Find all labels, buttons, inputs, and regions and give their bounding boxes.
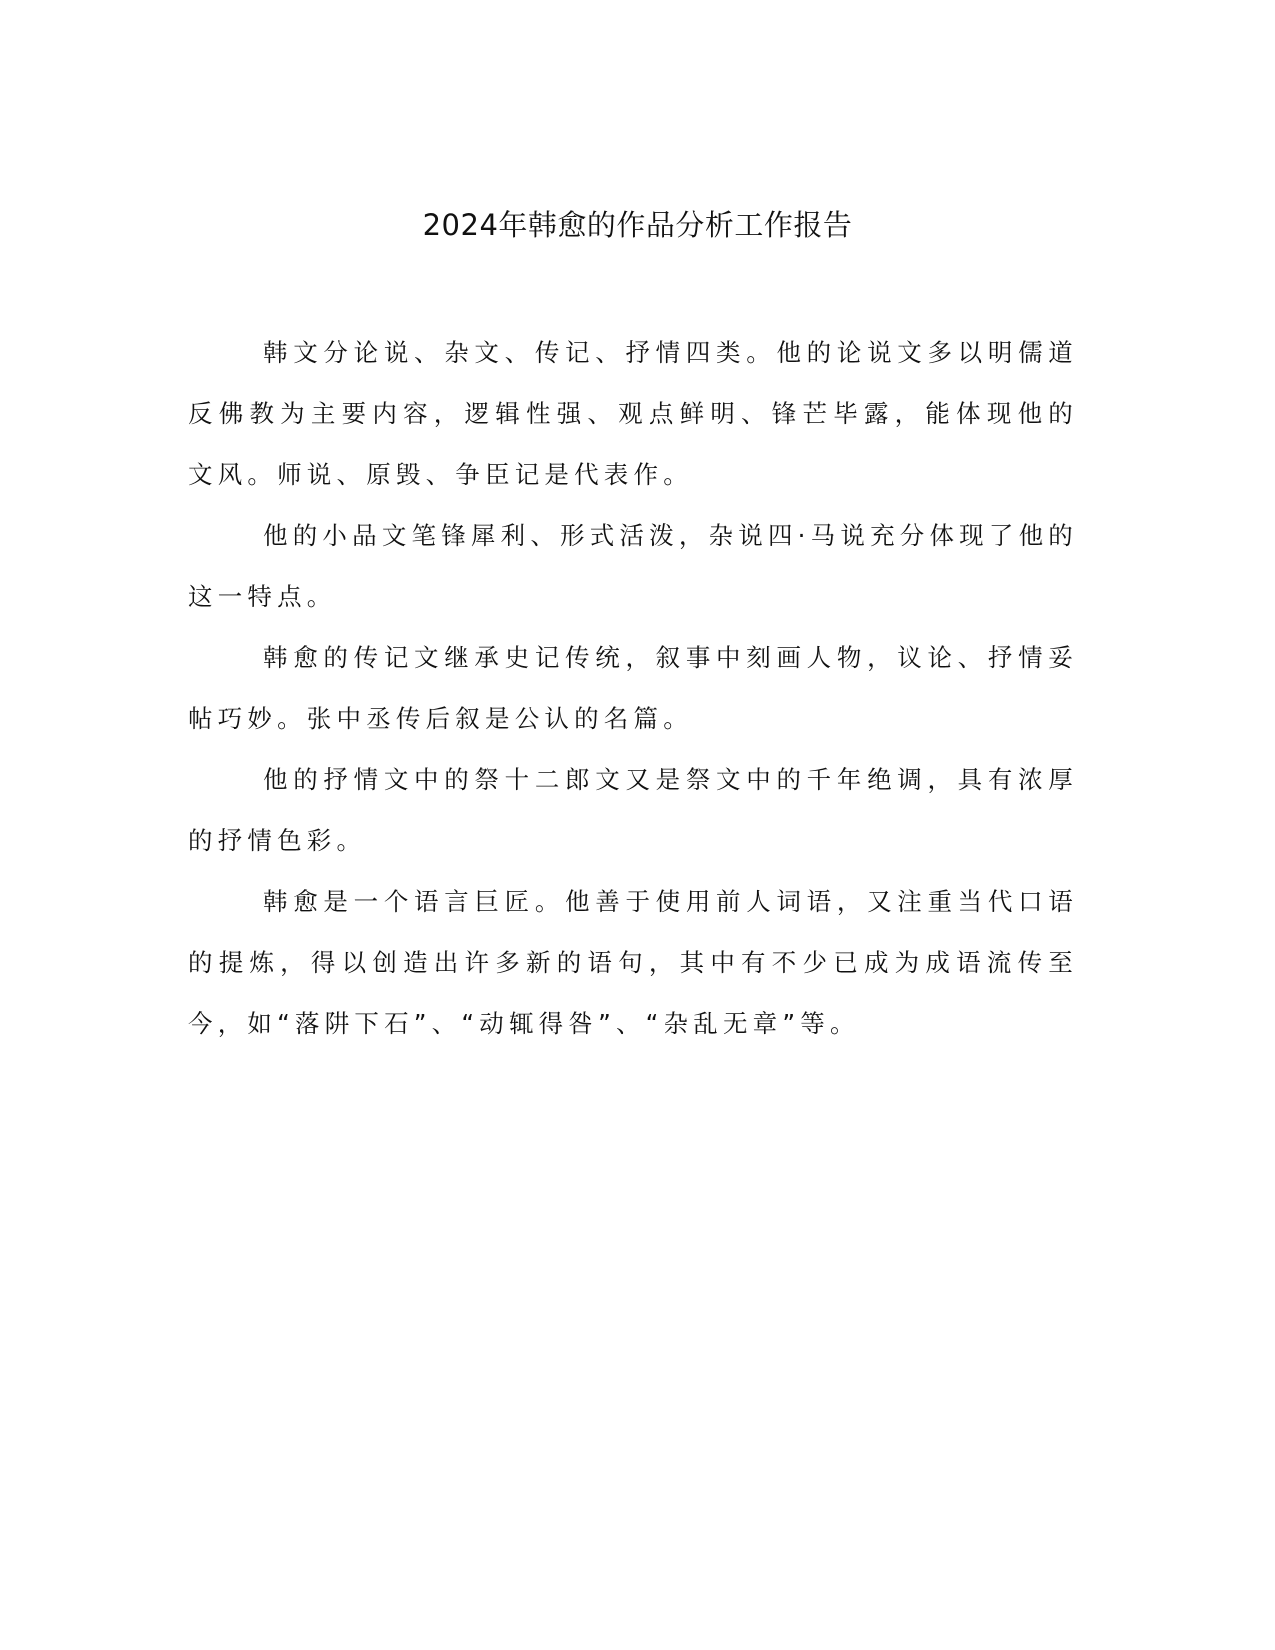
paragraph-1: 韩文分论说、杂文、传记、抒情四类。他的论说文多以明儒道反佛教为主要内容，逻辑性强、观点鲜明、锋芒毕露，能体现他的文风。师说、原毁、争臣记是代表作。	[188, 338, 1078, 489]
document-body	[188, 322, 1078, 1054]
paragraph-5: 韩愈是一个语言巨匠。他善于使用前人词语，又注重当代口语的提炼，得以创造出许多新的语句，其中有不少已成为成语流传至今，如“落阱下石”、“动辄得咎”、“杂乱无章”等。	[188, 887, 1078, 1038]
paragraph-2: 他的小品文笔锋犀利、形式活泼，杂说四·马说充分体现了他的这一特点。	[188, 521, 1078, 611]
document-title: 2024年韩愈的作品分析工作报告	[422, 208, 853, 242]
paragraph-3: 韩愈的传记文继承史记传统，叙事中刻画人物，议论、抒情妥帖巧妙。张中丞传后叙是公认的名篇。	[188, 643, 1078, 733]
paragraph-4: 他的抒情文中的祭十二郎文又是祭文中的千年绝调，具有浓厚的抒情色彩。	[188, 765, 1078, 855]
